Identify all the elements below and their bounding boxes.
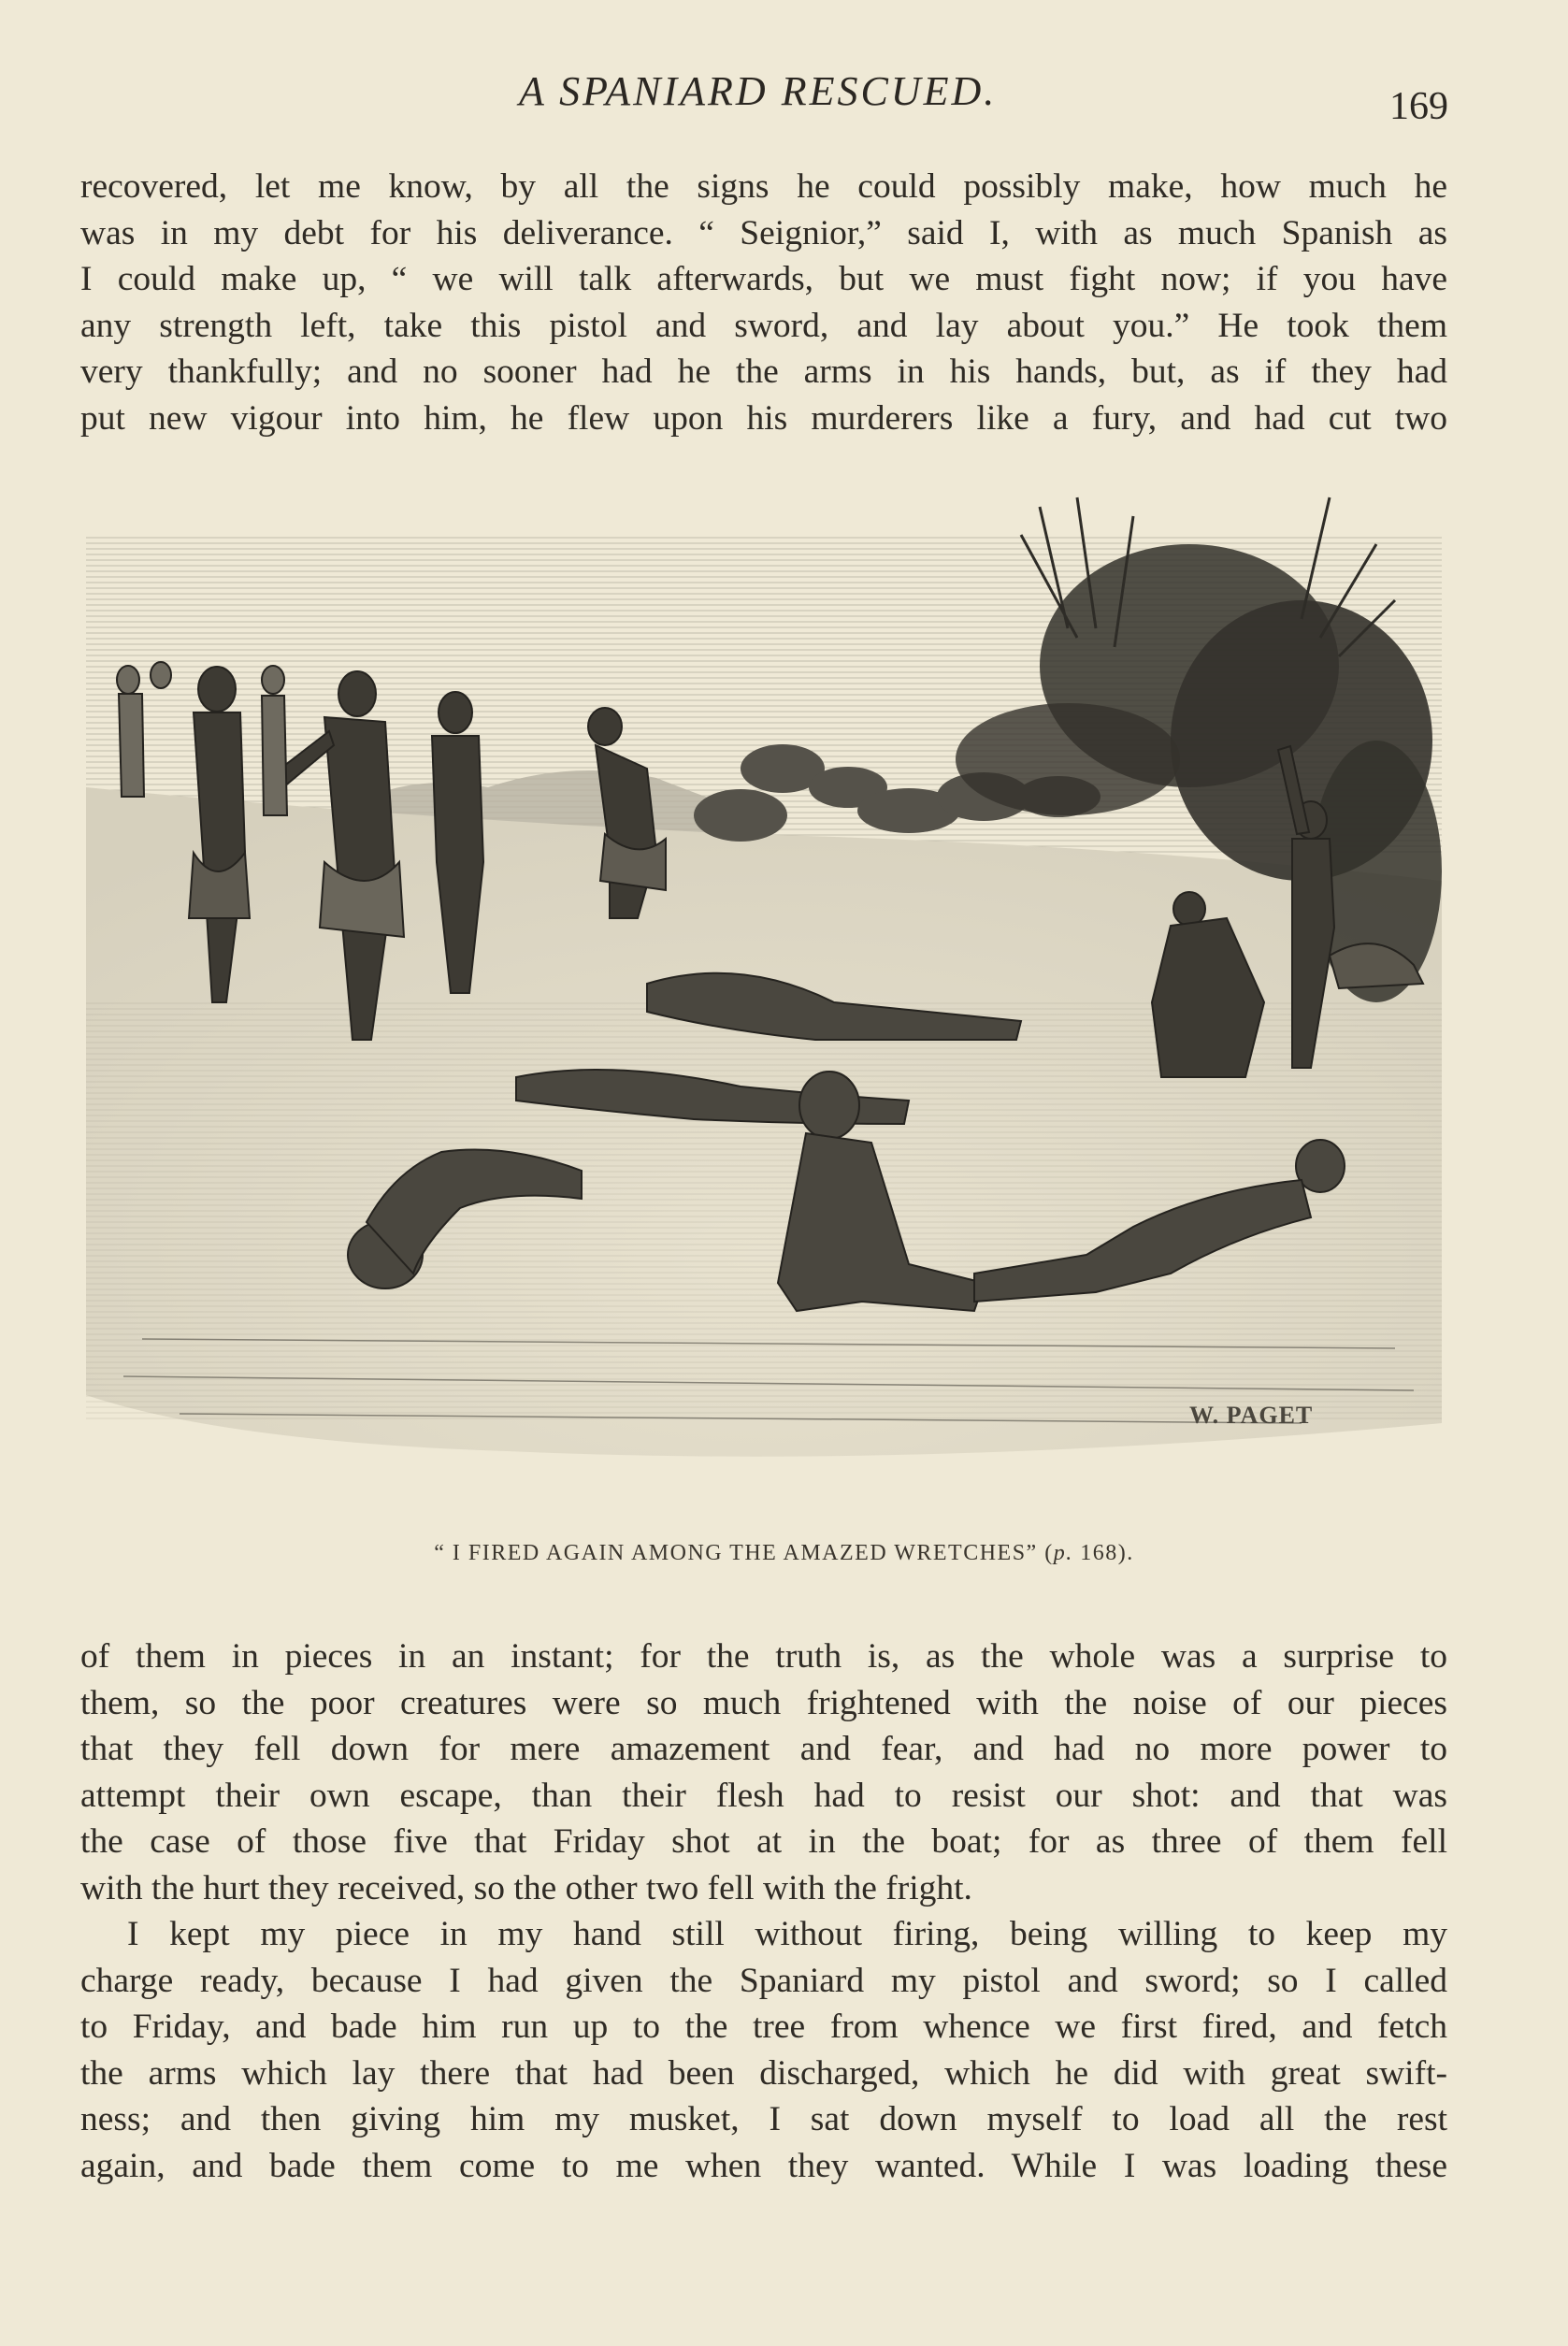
text-line: with the hurt they received, so the other two fell with the fright. bbox=[80, 1868, 972, 1907]
top-text-block bbox=[80, 164, 1447, 441]
caption-page-ref: 168). bbox=[1080, 1541, 1134, 1565]
text-line: the arms which lay there that had been discharged, which he did with great swift- bbox=[80, 2053, 1447, 2093]
text-line: very thankfully; and no sooner had he the arms in his hands, but, as if they had bbox=[80, 353, 1447, 391]
text-line: the case of those five that Friday shot at in the boat; for as three of them fell bbox=[80, 1822, 1447, 1861]
engraver-signature: W. PAGET bbox=[1189, 1402, 1314, 1429]
text-line: them, so the poor creatures were so much frightened with the noise of our pieces bbox=[80, 1683, 1447, 1722]
caption-quote: “ I FIRED AGAIN AMONG THE AMAZED WRETCHES” bbox=[434, 1541, 1038, 1565]
text-line: that they fell down for mere amazement and fear, and had no more power to bbox=[80, 1730, 1447, 1768]
text-line: recovered, let me know, by all the signs he could possibly make, how much he bbox=[80, 167, 1447, 206]
running-title: A SPANIARD RESCUED. bbox=[519, 68, 998, 114]
paragraph-2 bbox=[80, 1911, 1447, 2189]
text-line: again, and bade them come to me when they wanted. While I was loading these bbox=[80, 2146, 1447, 2185]
text-line: of them in pieces in an instant; for the truth is, as the whole was a surprise to bbox=[80, 1637, 1447, 1676]
bottom-text-block bbox=[80, 1634, 1447, 2189]
caption-page-prefix: p. bbox=[1053, 1541, 1073, 1565]
text-line: I could make up, “ we will talk afterwards, but we must fight now; if you have bbox=[80, 260, 1447, 298]
text-line: to Friday, and bade him run up to the tree from whence we first fired, and fetch bbox=[80, 2008, 1447, 2046]
text-line: was in my debt for his deliverance. “ Seignior,” said I, with as much Spanish as bbox=[80, 213, 1447, 252]
text-line: I kept my piece in my hand still without firing, being willing to keep my bbox=[127, 1915, 1447, 1953]
illustration-caption: “ I FIRED AGAIN AMONG THE AMAZED WRETCHES” (p. 168). bbox=[434, 1541, 1134, 1565]
engraving-illustration bbox=[86, 479, 1442, 1507]
page-number: 169 bbox=[1389, 85, 1448, 128]
text-line: ness; and then giving him my musket, I sat down myself to load all the rest bbox=[80, 2100, 1447, 2138]
text-line: any strength left, take this pistol and sword, and lay about you.” He took them bbox=[80, 306, 1447, 345]
running-head bbox=[0, 67, 1568, 128]
text-line: attempt their own escape, than their flesh had to resist our shot: and that was bbox=[80, 1776, 1447, 1815]
text-line: charge ready, because I had given the Spaniard my pistol and sword; so I called bbox=[80, 1961, 1447, 2000]
paragraph-1 bbox=[80, 1634, 1447, 1911]
text-line: put new vigour into him, he flew upon his murderers like a fury, and had cut two bbox=[80, 398, 1447, 438]
